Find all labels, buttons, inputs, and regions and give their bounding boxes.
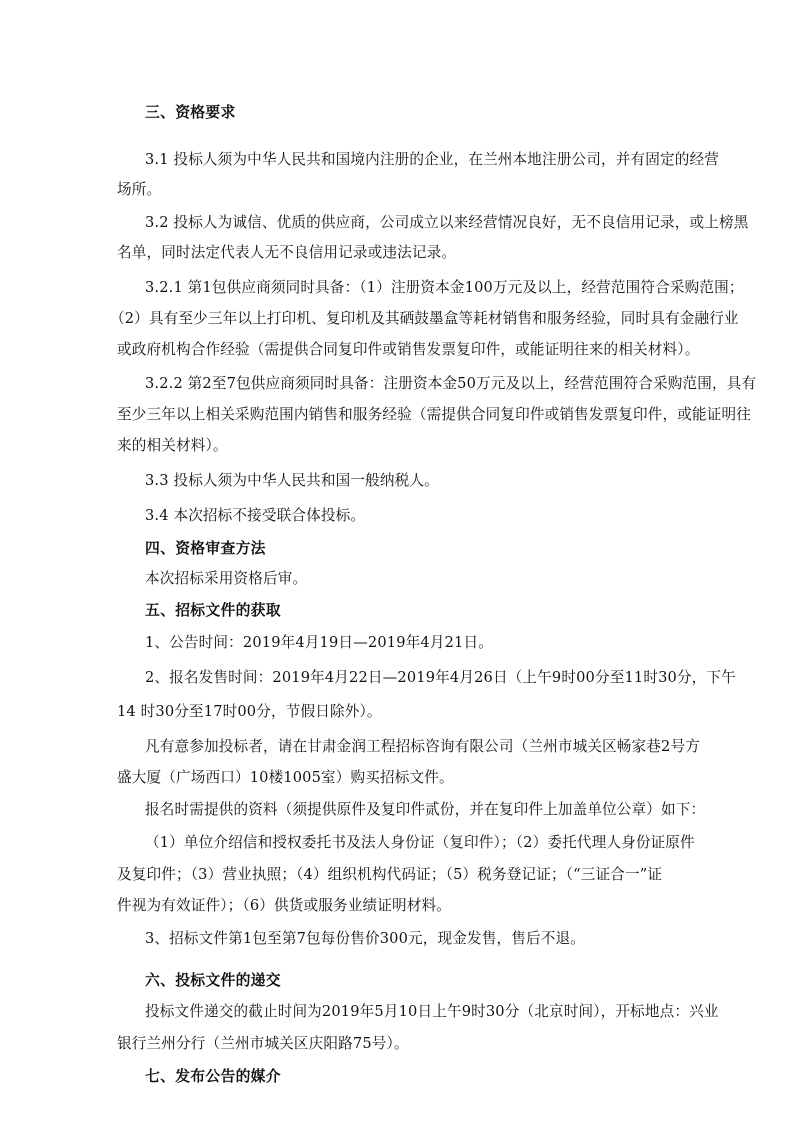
- paragraph-materials-list-line-2: 及复印件；（3）营业执照；（4）组织机构代码证；（5）税务登记证；（“三证合一”证: [117, 866, 663, 883]
- paragraph-3-2-1-line-1: 3.2.1 第1包供应商须同时具备：（1）注册资本金100万元及以上，经营范围符合采购范围；: [145, 279, 744, 296]
- paragraph-submission-deadline-line-1: 投标文件递交的截止时间为2019年5月10日上午9时30分（北京时间），开标地点：兴业: [145, 1003, 719, 1020]
- paragraph-3-2-line-2: 名单，同时法定代表人无不良信用记录或违法记录。: [117, 244, 457, 261]
- paragraph-document-price: 3、招标文件第1包至第7包每份售价300元，现金发售，售后不退。: [145, 930, 585, 947]
- section-heading-bid-submission: 六、投标文件的递交: [145, 972, 281, 989]
- paragraph-3-1-line-1: 3.1 投标人须为中华人民共和国境内注册的企业，在兰州本地注册公司，并有固定的经营: [145, 151, 719, 168]
- paragraph-3-2-1-line-3: 或政府机构合作经验（需提供合同复印件或销售发票复印件，或能证明往来的相关材料）。: [117, 341, 700, 358]
- section-heading-obtaining-documents: 五、招标文件的获取: [145, 602, 281, 619]
- paragraph-required-materials: 报名时需提供的资料（须提供原件及复印件贰份，并在复印件上加盖单位公章）如下：: [145, 801, 706, 818]
- paragraph-materials-list-line-1: （1）单位介绍信和授权委托书及法人身份证（复印件）；（2）委托代理人身份证原件: [145, 834, 695, 851]
- section-heading-publication-media: 七、发布公告的媒介: [145, 1068, 281, 1085]
- paragraph-3-2-line-1: 3.2 投标人为诚信、优质的供应商，公司成立以来经营情况良好，无不良信用记录，或上榜黑: [145, 214, 749, 231]
- paragraph-purchase-location-line-1: 凡有意参加投标者，请在甘肃金润工程招标咨询有限公司（兰州市城关区畅家巷2号方: [145, 738, 700, 755]
- paragraph-3-1-line-2: 场所。: [117, 181, 162, 198]
- paragraph-sale-time-line-1: 2、报名发售时间：2019年4月22日—2019年4月26日（上午9时00分至11时30分，下午: [145, 669, 736, 686]
- paragraph-3-2-2-line-1: 3.2.2 第2至7包供应商须同时具备：注册资本金50万元及以上，经营范围符合采购范围，具有: [145, 375, 757, 392]
- paragraph-purchase-location-line-2: 盛大厦（广场西口）10楼1005室）购买招标文件。: [117, 769, 454, 786]
- paragraph-materials-list-line-3: 件视为有效证件）；（6）供货或服务业绩证明材料。: [117, 897, 451, 914]
- paragraph-3-4: 3.4 本次招标不接受联合体投标。: [145, 507, 366, 524]
- paragraph-3-2-2-line-3: 来的相关材料）。: [117, 437, 228, 454]
- paragraph-announcement-time: 1、公告时间：2019年4月19日—2019年4月21日。: [145, 634, 493, 651]
- section-heading-review-method: 四、资格审查方法: [145, 540, 266, 557]
- paragraph-3-2-2-line-2: 至少三年以上相关采购范围内销售和服务经验（需提供合同复印件或销售发票复印件，或能证明往: [117, 406, 751, 423]
- paragraph-review-method: 本次招标采用资格后审。: [145, 570, 308, 587]
- paragraph-sale-time-line-2: 14 时30分至17时00分，节假日除外）。: [117, 703, 382, 720]
- paragraph-submission-deadline-line-2: 银行兰州分行（兰州市城关区庆阳路75号）。: [117, 1035, 409, 1052]
- paragraph-3-3: 3.3 投标人须为中华人民共和国一般纳税人。: [145, 472, 439, 489]
- section-heading-qualification: 三、资格要求: [145, 104, 236, 121]
- paragraph-3-2-1-line-2: （2）具有至少三年以上打印机、复印机及其硒鼓墨盒等耗材销售和服务经验，同时具有金融行业: [110, 310, 739, 327]
